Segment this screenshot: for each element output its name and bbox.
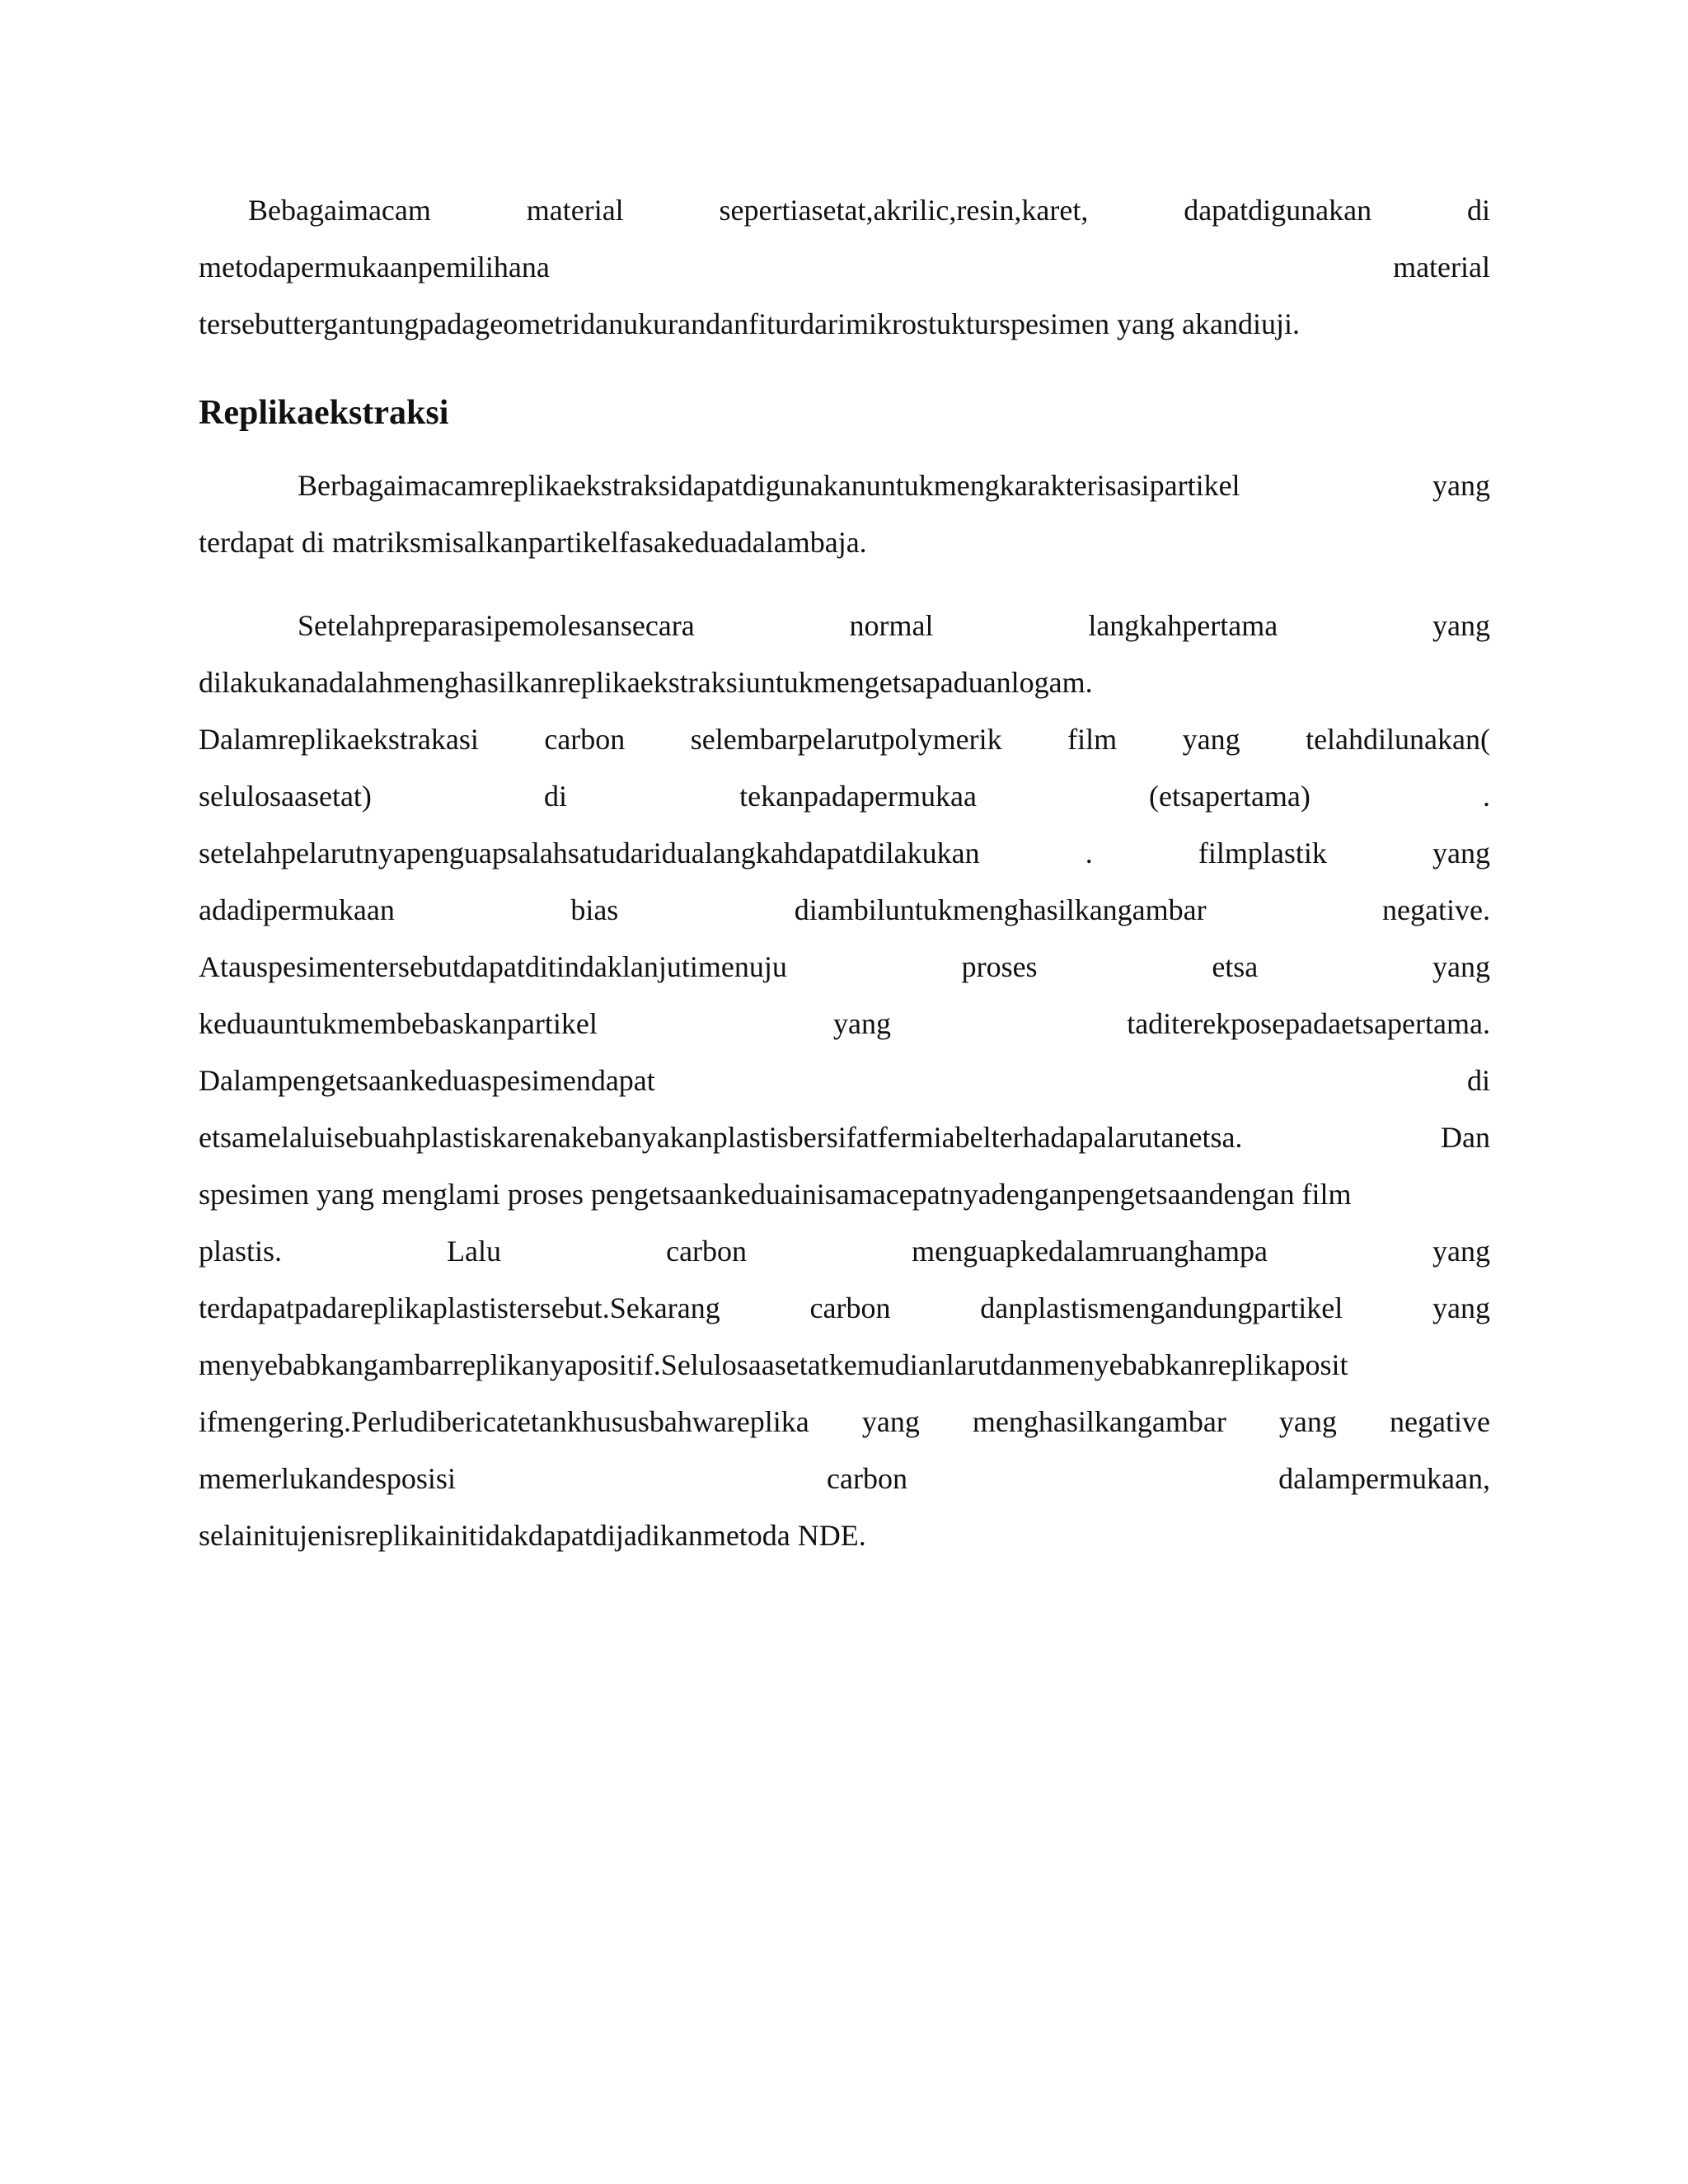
text-line xyxy=(199,950,1490,1007)
word: selembarpelarutpolymerik xyxy=(690,723,1002,756)
word: carbon xyxy=(666,1235,748,1268)
word: material xyxy=(526,194,624,227)
text-line xyxy=(199,1064,1490,1121)
word: taditerekposepadaetsapertama. xyxy=(1127,1007,1490,1040)
word: Bebagaimacam xyxy=(248,194,431,227)
section-heading: Replikaekstraksi xyxy=(199,394,449,432)
word: carbon xyxy=(809,1291,891,1324)
paragraph-procedure xyxy=(199,609,1490,1576)
text-line xyxy=(199,1007,1490,1064)
word: sepertiasetat,akrilic,resin,karet, xyxy=(719,194,1089,227)
word: plastis. xyxy=(199,1235,283,1268)
word: adadipermukaan xyxy=(199,893,395,926)
text-line xyxy=(199,251,1490,307)
word: (etsapertama) xyxy=(1149,780,1311,813)
text-line xyxy=(199,1519,1490,1576)
word: selainitujenisreplikainitidakdapatdijadikanmetoda NDE. xyxy=(199,1519,866,1552)
text-line xyxy=(199,1462,1490,1519)
word: material xyxy=(1393,251,1490,284)
document-body xyxy=(199,194,1490,1576)
word: yang xyxy=(1432,469,1490,502)
word: spesimen yang menglami proses pengetsaankeduainisamacepatnyadenganpengetsaandengan film xyxy=(199,1178,1352,1211)
text-line xyxy=(199,1178,1490,1235)
text-line xyxy=(199,609,1490,666)
word: filmplastik xyxy=(1198,837,1327,869)
word: yang xyxy=(1432,1235,1490,1268)
word: tekanpadapermukaa xyxy=(739,780,977,813)
word: Setelahpreparasipemolesansecara xyxy=(298,609,695,642)
word: diambiluntukmenghasilkangambar xyxy=(794,893,1207,926)
text-line xyxy=(199,837,1490,893)
word: proses xyxy=(961,950,1038,983)
word: negative. xyxy=(1382,893,1490,926)
text-line xyxy=(199,469,1490,526)
text-line xyxy=(199,1121,1490,1178)
text-line xyxy=(199,666,1490,723)
word: yang xyxy=(833,1007,892,1040)
word: terdapatpadareplikaplastistersebut.Sekarang xyxy=(199,1291,720,1324)
word: Dalamreplikaekstrakasi xyxy=(199,723,479,756)
paragraph-spacer xyxy=(199,583,1490,609)
text-line xyxy=(199,780,1490,837)
word: dapatdigunakan xyxy=(1184,194,1372,227)
paragraph-extraction-intro xyxy=(199,469,1490,583)
word: menyebabkangambarreplikanyapositif.Selulosaasetatkemudianlarutdanmenyebabkanreplikaposit xyxy=(199,1348,1348,1381)
word: di xyxy=(1466,1064,1490,1097)
word: . xyxy=(1085,837,1093,869)
word: normal xyxy=(849,609,934,642)
word: telahdilunakan( xyxy=(1306,723,1490,756)
word: Lalu xyxy=(447,1235,502,1268)
word: yang xyxy=(1432,950,1490,983)
word: bias xyxy=(570,893,619,926)
text-line xyxy=(199,1348,1490,1405)
word: keduauntukmembebaskanpartikel xyxy=(199,1007,598,1040)
word: selulosaasetat) xyxy=(199,780,372,813)
text-line xyxy=(199,1405,1490,1462)
word: di xyxy=(1466,194,1490,227)
word: metodapermukaanpemilihana xyxy=(199,251,550,284)
word: terdapat di matriksmisalkanpartikelfasakeduadalambaja. xyxy=(199,526,867,559)
word: etsa xyxy=(1212,950,1259,983)
word: yang xyxy=(1432,837,1490,869)
word: memerlukandesposisi xyxy=(199,1462,456,1495)
text-line xyxy=(199,194,1490,251)
word: Berbagaimacamreplikaekstraksidapatdigunakanuntukmengkarakterisasipartikel xyxy=(298,469,1240,502)
text-line xyxy=(199,1235,1490,1291)
word: dilakukanadalahmenghasilkanreplikaekstraksiuntukmengetsapaduanlogam. xyxy=(199,666,1093,699)
word: carbon xyxy=(544,723,626,756)
text-line xyxy=(199,1291,1490,1348)
word: carbon xyxy=(827,1462,907,1495)
word: Dan xyxy=(1441,1121,1490,1154)
word: etsamelaluisebuahplastiskarenakebanyakanplastisbersifatfermiabelterhadapalarutanetsa. xyxy=(199,1121,1243,1154)
word: di xyxy=(544,780,568,813)
word: menghasilkangambar xyxy=(972,1405,1226,1438)
word: Dalampengetsaankeduaspesimendapat xyxy=(199,1064,655,1097)
text-line xyxy=(199,526,1490,583)
word: film xyxy=(1067,723,1118,756)
word: yang xyxy=(1182,723,1240,756)
text-line xyxy=(199,307,1490,364)
word: yang xyxy=(861,1405,920,1438)
word: langkahpertama xyxy=(1088,609,1278,642)
word: dalampermukaan, xyxy=(1278,1462,1490,1495)
word: danplastismengandungpartikel xyxy=(980,1291,1343,1324)
word: negative xyxy=(1390,1405,1490,1438)
word: yang xyxy=(1432,1291,1490,1324)
text-line xyxy=(199,723,1490,780)
word: yang xyxy=(1432,609,1490,642)
text-line xyxy=(199,893,1490,950)
paragraph-materials xyxy=(199,194,1490,364)
word: Atauspesimentersebutdapatditindaklanjutimenuju xyxy=(199,950,787,983)
word: setelahpelarutnyapenguapsalahsatudaridualangkahdapatdilakukan xyxy=(199,837,980,869)
word: ifmengering.Perludibericatetankhususbahwareplika xyxy=(199,1405,809,1438)
word: tersebuttergantungpadageometridanukurandanfiturdarimikrostukturspesimen yang akandiuji. xyxy=(199,307,1300,340)
word: menguapkedalamruanghampa xyxy=(912,1235,1268,1268)
word: yang xyxy=(1278,1405,1337,1438)
word: . xyxy=(1482,780,1490,813)
